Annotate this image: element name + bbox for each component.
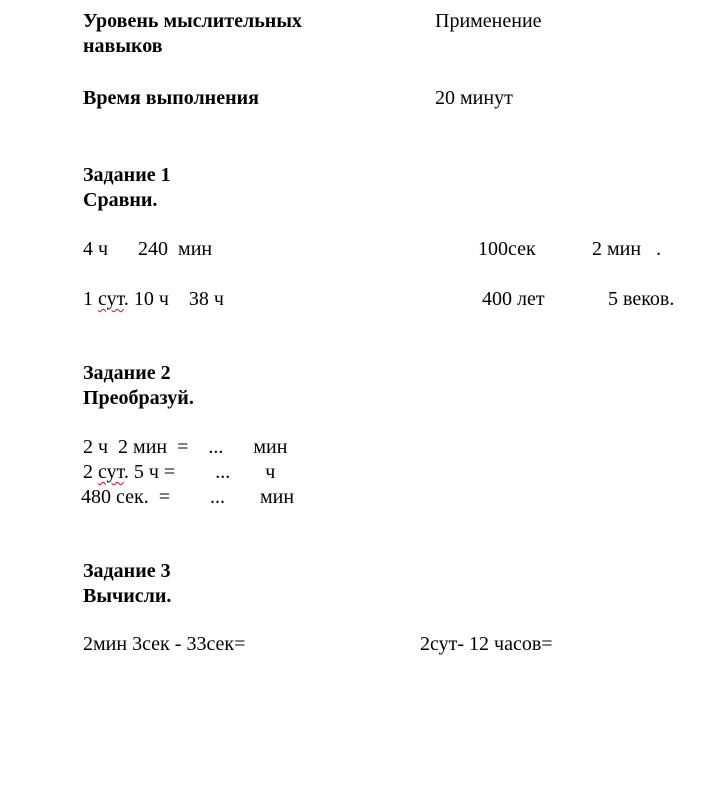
- skill-level-label-line2: навыков: [83, 35, 163, 57]
- task2-line1: 2 ч 2 мин = ... мин: [83, 436, 288, 458]
- task2-instruction: Преобразуй.: [83, 387, 194, 409]
- task1-title: Задание 1: [83, 164, 171, 186]
- task2-line2-num: 2: [83, 461, 93, 483]
- task2-title: Задание 2: [83, 362, 171, 384]
- task3-instruction: Вычисли.: [83, 585, 172, 607]
- task2-line2: [83, 460, 275, 485]
- task2-line3: 480 сек. = ... мин: [81, 486, 295, 508]
- task3-title: Задание 3: [83, 560, 171, 582]
- task1-row2-left-num: 1: [83, 288, 93, 310]
- time-value: 20 минут: [435, 87, 513, 109]
- task1-instruction: Сравни.: [83, 189, 158, 211]
- task3-expr1: 2мин 3сек - 33сек=: [83, 633, 246, 655]
- task1-row1-left: 4 ч 240 мин: [83, 238, 213, 260]
- task2-line2-rest: . 5 ч = ... ч: [123, 461, 276, 483]
- task1-row2-right-a: 400 лет: [482, 288, 545, 310]
- skill-level-value: Применение: [435, 10, 542, 32]
- skill-level-label-line1: Уровень мыслительных: [83, 10, 302, 32]
- task1-row2-right-b: 5 веков.: [608, 288, 675, 310]
- spellcheck-word: сут: [98, 461, 124, 483]
- time-label: Время выполнения: [83, 87, 259, 109]
- task1-row2-left-rest: . 10 ч 38 ч: [123, 288, 224, 310]
- spellcheck-word: сут: [98, 288, 124, 310]
- task1-row1-right-b: 2 мин .: [592, 238, 662, 260]
- task1-row2-left: [83, 287, 224, 312]
- task3-expr2: 2сут- 12 часов=: [420, 633, 553, 655]
- task1-row1-right-a: 100сек: [478, 238, 536, 260]
